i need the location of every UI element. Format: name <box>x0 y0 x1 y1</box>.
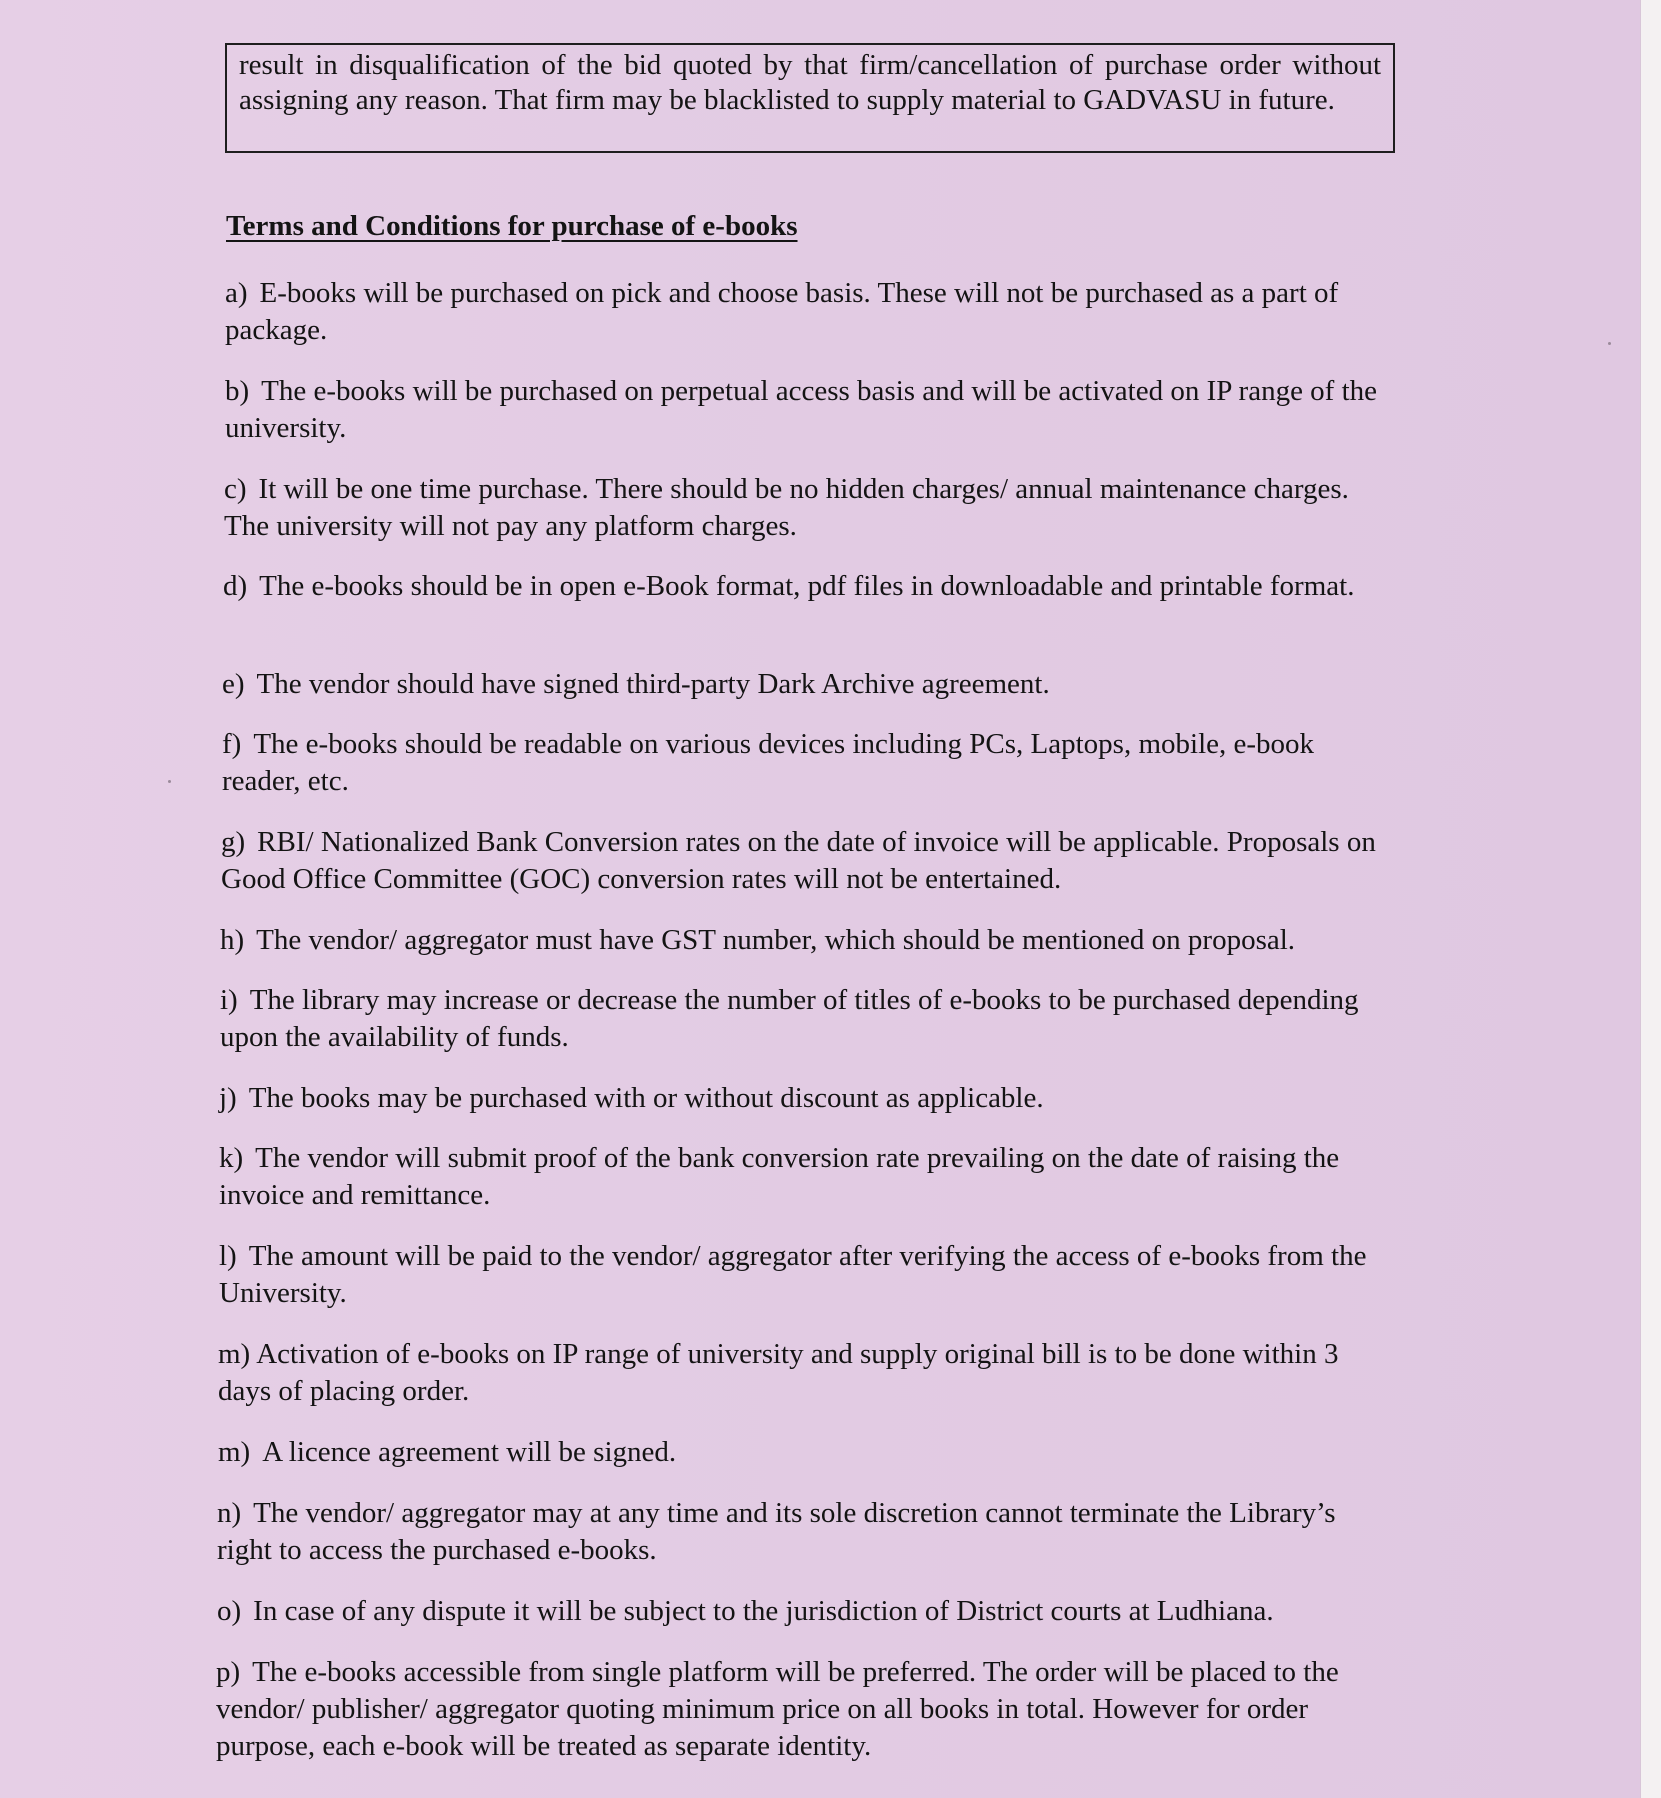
clause-text: The e-books should be readable on various devices including PCs, Laptops, mobile, e-book reader, etc. <box>222 728 1315 797</box>
clause-marker: b) <box>225 375 250 407</box>
clause-n <box>217 1495 1392 1569</box>
notice-text: result in disqualification of the bid quoted by that firm/cancellation of purchase order without assigning any reason. That firm may be blacklisted to supply material to GADVASU in future. <box>239 49 1381 116</box>
clause-marker: f) <box>222 728 242 760</box>
clause-text: The amount will be paid to the vendor/ aggregator after verifying the access of e-books from the University. <box>219 1240 1367 1309</box>
clause-marker: g) <box>221 826 246 858</box>
section-heading: Terms and Conditions for purchase of e-books <box>226 210 798 242</box>
scan-speck <box>168 780 171 783</box>
clause-text: The books may be purchased with or without discount as applicable. <box>248 1082 1044 1114</box>
clause-text: The library may increase or decrease the number of titles of e-books to be purchased depending upon the availability of funds. <box>220 984 1359 1053</box>
clause-text: The e-books should be in open e-Book format, pdf files in downloadable and printable format. <box>259 570 1355 602</box>
clause-text: In case of any dispute it will be subject to the jurisdiction of District courts at Ludhiana. <box>253 1595 1274 1627</box>
clause-marker: m) <box>218 1436 251 1468</box>
clause-k <box>219 1140 1419 1214</box>
clause-p <box>216 1654 1391 1765</box>
clause-h <box>220 922 1420 959</box>
clause-text: The vendor should have signed third-party Dark Archive agreement. <box>256 668 1050 700</box>
clause-marker: l) <box>219 1240 237 1272</box>
clause-l <box>219 1238 1394 1312</box>
clause-m-activation <box>218 1336 1393 1410</box>
clause-e <box>222 666 1397 703</box>
clause-m-licence <box>218 1434 1393 1471</box>
clause-j <box>219 1080 1394 1117</box>
clause-text: A licence agreement will be signed. <box>262 1436 677 1468</box>
clause-f <box>222 726 1397 800</box>
disqualification-notice-box <box>225 43 1395 153</box>
clause-text: E-books will be purchased on pick and choose basis. These will not be purchased as a part of package. <box>225 277 1339 346</box>
clause-marker: a) <box>225 277 248 309</box>
clause-marker: k) <box>219 1142 244 1174</box>
clause-a <box>225 275 1400 349</box>
clause-text: The vendor/ aggregator may at any time and its sole discretion cannot terminate the Library’s right to access the purchased e-books. <box>217 1497 1336 1566</box>
clause-marker: p) <box>216 1656 241 1688</box>
clause-b <box>225 373 1400 447</box>
clause-marker: d) <box>223 570 248 602</box>
clause-d <box>223 568 1398 605</box>
clause-g <box>221 824 1396 898</box>
clause-text: The vendor will submit proof of the bank conversion rate prevailing on the date of raising the invoice and remittance. <box>219 1142 1340 1211</box>
clause-i <box>220 982 1395 1056</box>
clause-marker: i) <box>220 984 238 1016</box>
clause-text: It will be one time purchase. There should be no hidden charges/ annual maintenance charges. The university will not pay any platform charges. <box>224 473 1349 542</box>
clause-text: RBI/ Nationalized Bank Conversion rates on the date of invoice will be applicable. Proposals on Good Office Committee (GOC) conversion rates will not be entertained. <box>221 826 1376 895</box>
clause-text: The e-books accessible from single platform will be preferred. The order will be placed to the vendor/ publisher/ aggregator quoting minimum price on all books in total. However for order purpose, each e-book will be treated as separate identity. <box>216 1656 1339 1762</box>
scan-speck <box>1608 342 1611 345</box>
clause-marker: c) <box>224 473 247 505</box>
clause-marker: n) <box>217 1497 242 1529</box>
clause-marker: e) <box>222 668 245 700</box>
clause-marker: j) <box>219 1082 237 1114</box>
clause-c <box>224 471 1399 545</box>
page-edge <box>1640 0 1661 1798</box>
clause-marker: o) <box>217 1595 242 1627</box>
clause-text: The vendor/ aggregator must have GST number, which should be mentioned on proposal. <box>256 924 1296 956</box>
clause-o <box>217 1593 1417 1630</box>
clause-marker: m) <box>218 1338 251 1370</box>
clause-marker: h) <box>220 924 245 956</box>
clause-text: Activation of e-books on IP range of university and supply original bill is to be done within 3 days of placing order. <box>218 1338 1339 1407</box>
clause-text: The e-books will be purchased on perpetual access basis and will be activated on IP range of the university. <box>225 375 1378 444</box>
